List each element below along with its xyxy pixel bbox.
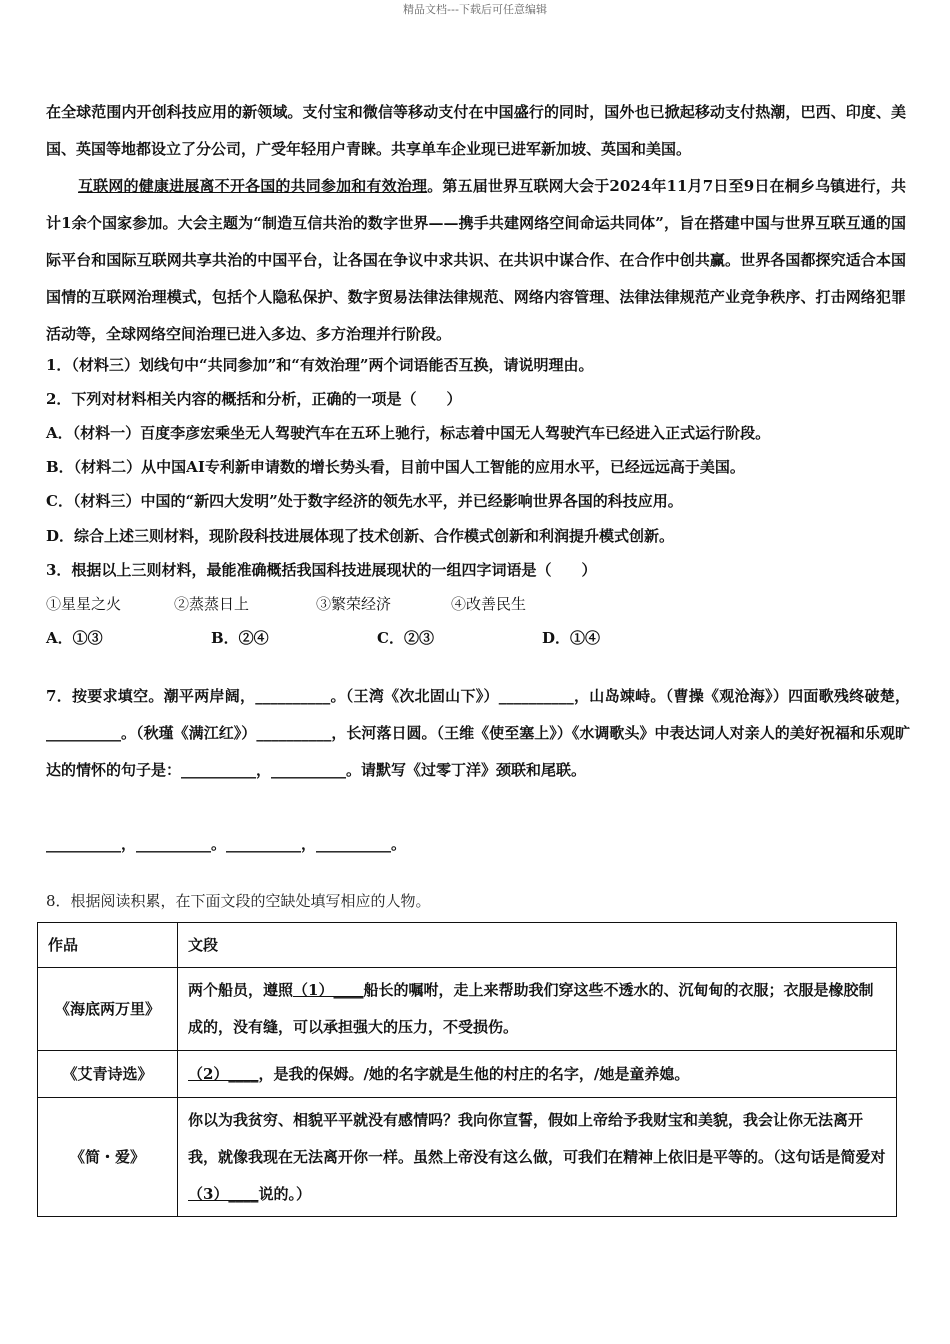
passage-cell bbox=[178, 1051, 897, 1098]
work-title: 《简・爱》 bbox=[38, 1098, 178, 1217]
passage-paragraph-2 bbox=[46, 168, 906, 353]
passage-text: 说的。） bbox=[258, 1184, 311, 1203]
passage-paragraph-1: 在全球范围内开创科技应用的新领域。支付宝和微信等移动支付在中国盛行的同时，国外也已掀起移动支付热潮，巴西、印度、美国、英国等地都设立了分公司，广受年轻用户青睐。共享单车企业现已进军新加坡、英国和美国。 bbox=[46, 103, 906, 158]
fill-blank: （2）____ bbox=[188, 1064, 259, 1083]
question-2-option-a: A．（材料一）百度李彦宏乘坐无人驾驶汽车在五环上驰行，标志着中国无人驾驶汽车已经进入正式运行阶段。 bbox=[46, 424, 771, 442]
underlined-sentence: 互联网的健康进展离不开各国的共同参加和有效治理 bbox=[78, 177, 428, 195]
q3-choice: A．①③ bbox=[46, 629, 103, 647]
passage-paragraph-2-rest: 。第五届世界互联网大会于2024年11月7日至9日在桐乡乌镇进行，共计1余个国家参加。大会主题为“制造互信共治的数字世界——携手共建网络空间命运共同体”，旨在搭建中国与世界互联互通的国际平台和国际互联网共享共治的中国平台，让各国在争议中求共识、在共识中谋合作、在合作中创共赢。世界各国都探究适合本国国情的互联网治理模式，包括个人隐私保护、数字贸易法律法律规范、网络内容管理、法律法律规范产业竞争秩序、打击网络犯罪活动等，全球网络空间治理已进入多边、多方治理并行阶段。 bbox=[46, 177, 906, 343]
table-row bbox=[38, 968, 897, 1051]
works-table bbox=[37, 922, 897, 1217]
q3-choice: D．①④ bbox=[542, 629, 601, 647]
page-header: 精品文档---下载后可任意编辑 bbox=[403, 3, 547, 16]
header-passage: 文段 bbox=[178, 923, 897, 968]
passage-text: 你以为我贫穷、相貌平平就没有感情吗？我向你宣誓，假如上帝给予我财宝和美貌，我会让你无法离开我，就像我现在无法离开你一样。虽然上帝没有这么做，可我们在精神上依旧是平等的。（这句话是简爱对 bbox=[188, 1110, 886, 1166]
passage-text: 船长的嘱咐，走上来帮助我们穿这些不透水的、沉甸甸的衣服；衣服是橡胶制成的，没有缝，可以承担强大的压力，不受损伤。 bbox=[188, 981, 874, 1036]
passage-text: ，是我的保姆。/她的名字就是生他的村庄的名字，/她是童养媳。 bbox=[258, 1064, 690, 1083]
header-work: 作品 bbox=[38, 923, 178, 968]
question-8: 8．根据阅读积累，在下面文段的空缺处填写相应的人物。 bbox=[46, 892, 431, 910]
work-title: 《艾青诗选》 bbox=[38, 1051, 178, 1098]
work-title: 《海底两万里》 bbox=[38, 968, 178, 1051]
table-header-row bbox=[38, 923, 897, 968]
q3-choice: C．②③ bbox=[377, 629, 434, 647]
passage-text: 两个船员，遵照 bbox=[188, 981, 294, 999]
q3-choice: B．②④ bbox=[211, 629, 269, 647]
q3-item: ④改善民生 bbox=[451, 595, 527, 613]
fill-blank: （1）____ bbox=[293, 981, 364, 999]
table-row bbox=[38, 1051, 897, 1098]
question-2-option-c: C．（材料三）中国的“新四大发明”处于数字经济的领先水平，并已经影响世界各国的科技应用。 bbox=[46, 492, 683, 510]
question-7: 7．按要求填空。潮平两岸阔，__________。（王湾《次北固山下》）__________，山岛竦峙。（曹操《观沧海》）四面歌残终破楚，__________。（秋瑾《满江红》）__________，长河落日圆。（王维《使至塞上》）《水调歌头》中表达词人对亲人的美好祝福和乐观旷达的情怀的句子是：__________，__________。请默写《过零丁洋》颈联和尾联。 bbox=[46, 687, 910, 779]
question-3: 3．根据以上三则材料，最能准确概括我国科技进展现状的一组四字词语是（ ） bbox=[46, 561, 597, 579]
fill-blank: （3）____ bbox=[188, 1184, 259, 1203]
question-2-option-d: D．综合上述三则材料，现阶段科技进展体现了技术创新、合作模式创新和利润提升模式创新。 bbox=[46, 527, 675, 545]
q3-item: ②蒸蒸日上 bbox=[174, 595, 250, 613]
passage-cell bbox=[178, 968, 897, 1051]
q3-item: ③繁荣经济 bbox=[316, 595, 392, 613]
question-7-answer-blanks: __________，__________。__________，__________。 bbox=[46, 835, 407, 853]
question-2-option-b: B．（材料二）从中国AI专利新申请数的增长势头看，目前中国人工智能的应用水平，已经远远高于美国。 bbox=[46, 458, 745, 476]
question-1: 1．（材料三）划线句中“共同参加”和“有效治理”两个词语能否互换，请说明理由。 bbox=[46, 356, 594, 374]
question-2: 2．下列对材料相关内容的概括和分析，正确的一项是（ ） bbox=[46, 390, 462, 408]
table-row bbox=[38, 1098, 897, 1217]
passage-cell bbox=[178, 1098, 897, 1217]
q3-item: ①星星之火 bbox=[46, 595, 122, 613]
